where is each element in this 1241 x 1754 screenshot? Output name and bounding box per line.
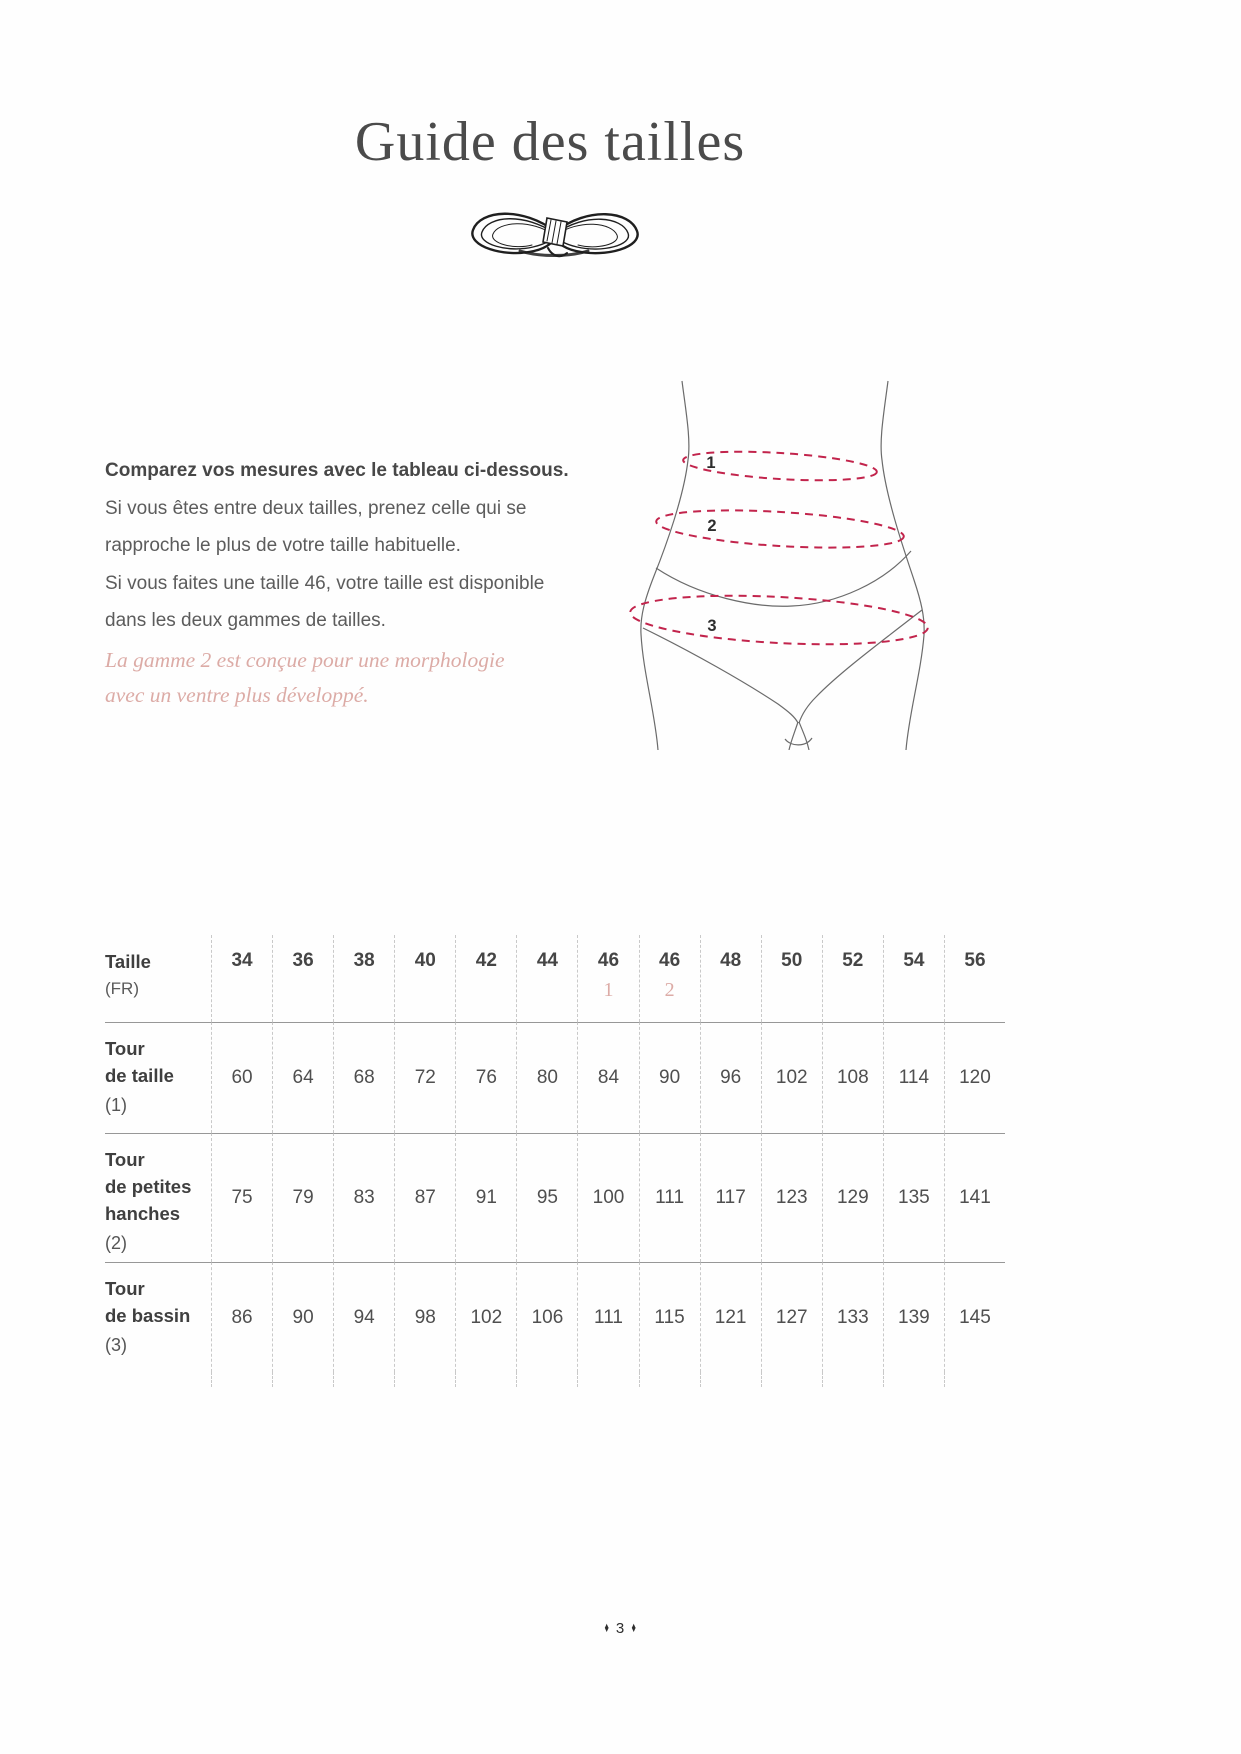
measurement-value-cell: 102 (761, 1022, 822, 1133)
table-spacer-cell (944, 1372, 1005, 1387)
intro-paragraph (105, 452, 585, 640)
figure-label-2: 2 (707, 517, 717, 535)
intro-line: dans les deux gammes de tailles. (105, 610, 386, 631)
size-value: 38 (353, 950, 375, 971)
row-label-line: hanches (105, 1203, 181, 1224)
size-column-header (455, 935, 516, 1022)
measurement-value-cell: 64 (272, 1022, 333, 1133)
measurement-value-cell: 129 (822, 1133, 883, 1262)
size-value: 48 (720, 950, 742, 971)
measurement-value-cell: 100 (577, 1133, 638, 1262)
measurement-value-cell: 87 (394, 1133, 455, 1262)
measurement-value-cell: 84 (577, 1022, 638, 1133)
size-column-header (883, 935, 944, 1022)
measurement-value-cell: 120 (944, 1022, 1005, 1133)
table-spacer-cell (639, 1372, 700, 1387)
note-line: avec un ventre plus développé. (105, 683, 369, 707)
measurement-value-cell: 106 (516, 1262, 577, 1372)
figure-label-1: 1 (706, 454, 716, 472)
measurement-value-cell: 115 (639, 1262, 700, 1372)
figure-label-3: 3 (707, 617, 717, 635)
body-measurement-figure (600, 375, 950, 750)
measurement-value-cell: 133 (822, 1262, 883, 1372)
size-table (105, 935, 1005, 1387)
note-line: La gamme 2 est conçue pour une morphologie (105, 648, 505, 672)
table-spacer-cell (700, 1372, 761, 1387)
row-ref-number: (2) (105, 1233, 127, 1253)
size-column-header (516, 935, 577, 1022)
footer-page-number: 3 (615, 1620, 626, 1637)
table-header-label-cell (105, 935, 211, 1022)
measurement-value-cell: 123 (761, 1133, 822, 1262)
intro-line: Si vous faites une taille 46, votre taille est disponible (105, 572, 545, 594)
table-spacer-cell (272, 1372, 333, 1387)
row-label-cell (105, 1133, 211, 1262)
intro-line: Si vous êtes entre deux tailles, prenez celle qui se (105, 497, 527, 519)
size-column-header (272, 935, 333, 1022)
measurement-value-cell: 95 (516, 1133, 577, 1262)
size-column-header (761, 935, 822, 1022)
size-column-header (639, 935, 700, 1022)
measurement-value-cell: 121 (700, 1262, 761, 1372)
range-2-note (105, 643, 585, 713)
measurement-value-cell: 80 (516, 1022, 577, 1133)
size-column-header (822, 935, 883, 1022)
table-header-label-sub: (FR) (105, 979, 139, 998)
measurement-value-cell: 135 (883, 1133, 944, 1262)
small-hips-measure-ellipse (655, 504, 905, 553)
row-label-line: de taille (105, 1065, 174, 1086)
intro-lead-line: Comparez vos mesures avec le tableau ci-dessous. (105, 460, 569, 481)
body-right-outline (881, 381, 924, 750)
size-column-header (333, 935, 394, 1022)
table-spacer-cell (105, 1372, 211, 1387)
size-value: 46 (659, 950, 681, 971)
measurement-value-cell: 111 (639, 1133, 700, 1262)
table-spacer-cell (822, 1372, 883, 1387)
measurement-value-cell: 94 (333, 1262, 394, 1372)
measurement-value-cell: 108 (822, 1022, 883, 1133)
measurement-value-cell: 96 (700, 1022, 761, 1133)
measurement-value-cell: 75 (211, 1133, 272, 1262)
row-ref-number: (3) (105, 1335, 127, 1355)
row-label-line: Tour (105, 1038, 145, 1059)
measurement-value-cell: 145 (944, 1262, 1005, 1372)
size-column-header (211, 935, 272, 1022)
size-value: 44 (536, 950, 558, 971)
table-header-label: Taille (105, 951, 151, 972)
measurement-value-cell: 60 (211, 1022, 272, 1133)
row-label-cell (105, 1262, 211, 1372)
measurement-value-cell: 79 (272, 1133, 333, 1262)
table-spacer-cell (577, 1372, 638, 1387)
measurement-value-cell: 114 (883, 1022, 944, 1133)
panty-right-leg-line (799, 610, 922, 723)
range-mark: 2 (664, 979, 675, 1001)
size-column-header (700, 935, 761, 1022)
table-spacer-cell (883, 1372, 944, 1387)
range-mark: 1 (603, 979, 614, 1001)
row-label-line: de petites (105, 1176, 192, 1197)
footer-diamond-icon: ♦ (631, 1619, 637, 1635)
size-value: 34 (231, 950, 253, 971)
size-value: 54 (903, 950, 925, 971)
measurement-value-cell: 98 (394, 1262, 455, 1372)
size-value: 52 (842, 950, 864, 971)
footer-diamond-icon: ♦ (604, 1619, 610, 1635)
measurement-value-cell: 76 (455, 1022, 516, 1133)
ribbon-bundle-illustration-icon (460, 198, 650, 270)
size-value: 42 (475, 950, 497, 971)
size-value: 40 (414, 950, 436, 971)
inner-leg-left-line (789, 722, 798, 750)
table-spacer-cell (333, 1372, 394, 1387)
measurement-value-cell: 141 (944, 1133, 1005, 1262)
size-column-header (394, 935, 455, 1022)
crotch-arc-line (785, 738, 812, 745)
table-spacer-cell (761, 1372, 822, 1387)
size-value: 36 (292, 950, 314, 971)
measurement-value-cell: 111 (577, 1262, 638, 1372)
size-column-header (944, 935, 1005, 1022)
size-value: 56 (964, 950, 986, 971)
measurement-value-cell: 102 (455, 1262, 516, 1372)
measurement-value-cell: 72 (394, 1022, 455, 1133)
row-label-cell (105, 1022, 211, 1133)
measurement-value-cell: 117 (700, 1133, 761, 1262)
page-title: Guide des tailles (354, 111, 746, 173)
size-value: 50 (781, 950, 803, 971)
measurement-value-cell: 68 (333, 1022, 394, 1133)
hips-measure-ellipse (629, 589, 929, 651)
row-label-line: Tour (105, 1278, 145, 1299)
body-left-outline (641, 381, 689, 750)
size-column-header (577, 935, 638, 1022)
row-label-line: Tour (105, 1149, 145, 1170)
measurement-value-cell: 139 (883, 1262, 944, 1372)
table-spacer-cell (516, 1372, 577, 1387)
row-ref-number: (1) (105, 1095, 127, 1115)
row-label-line: de bassin (105, 1305, 191, 1326)
intro-line: rapproche le plus de votre taille habituelle. (105, 535, 461, 556)
table-spacer-cell (394, 1372, 455, 1387)
measurement-value-cell: 86 (211, 1262, 272, 1372)
page-footer (0, 1620, 1241, 1637)
size-value: 46 (597, 950, 620, 971)
table-spacer-cell (211, 1372, 272, 1387)
table-spacer-cell (455, 1372, 516, 1387)
measurement-value-cell: 91 (455, 1133, 516, 1262)
measurement-value-cell: 90 (272, 1262, 333, 1372)
measurement-value-cell: 83 (333, 1133, 394, 1262)
inner-leg-right-line (799, 722, 809, 750)
measurement-value-cell: 90 (639, 1022, 700, 1133)
measurement-value-cell: 127 (761, 1262, 822, 1372)
